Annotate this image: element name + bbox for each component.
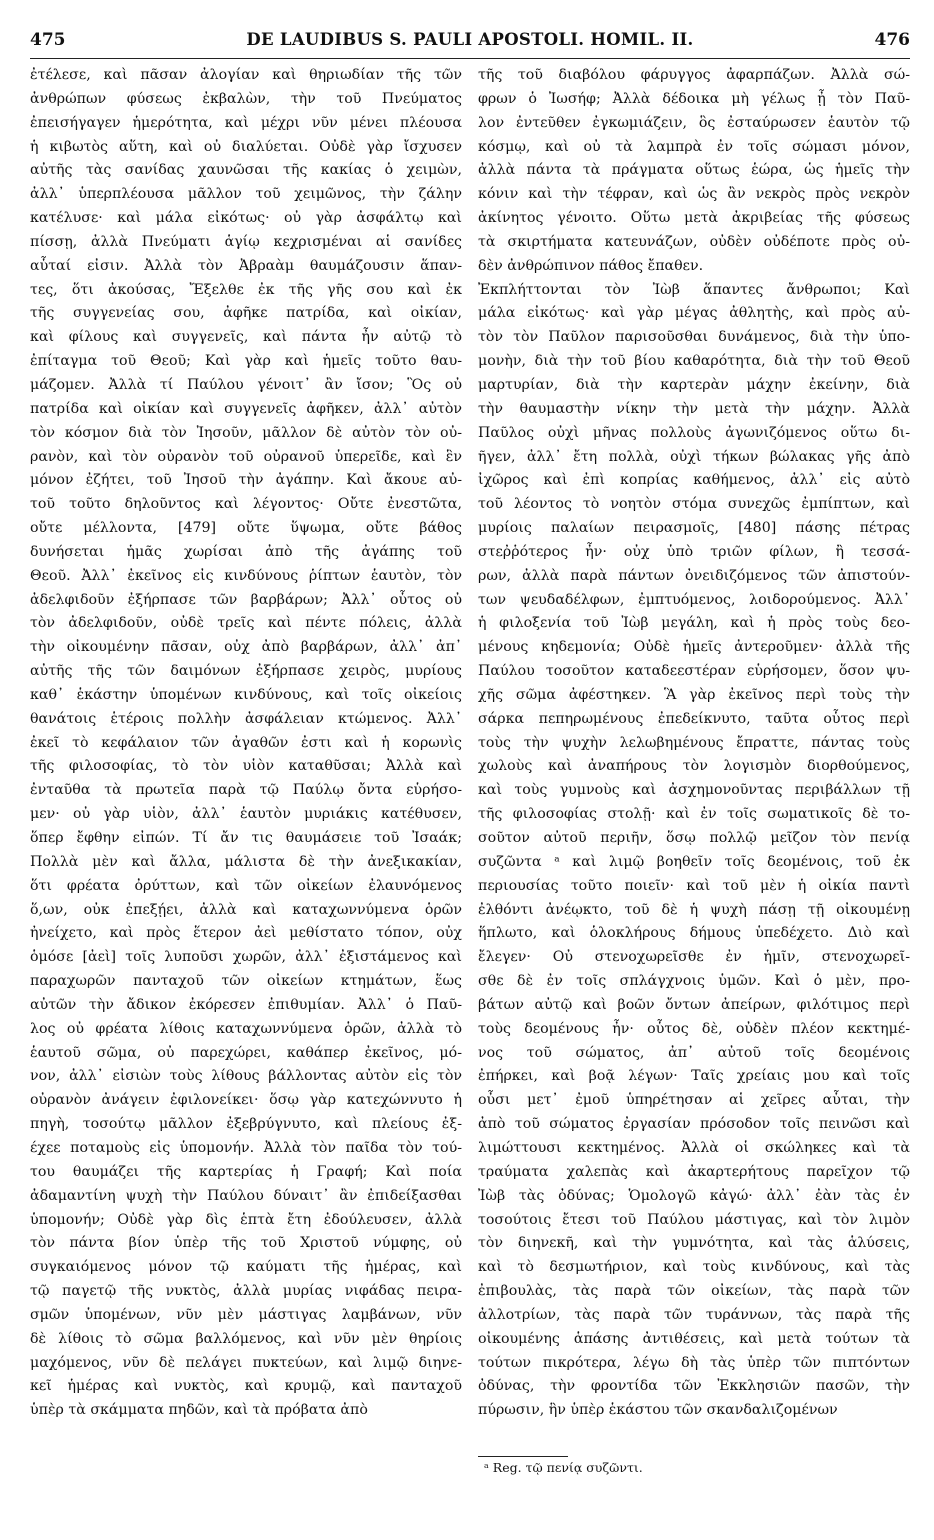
text-line: ἀλλοτρίων, τὰς παρὰ τῶν τυράννων, τὰς παρὰ τῆς [478,1306,910,1323]
text-line: μαρτυρίαν, διὰ τὴν καρτερὰν μάχην ἐκείνην, διὰ [478,376,910,393]
header-rule [30,58,910,59]
text-line: Παύλου τοσοῦτον καταδεεστέραν εὑρήσομεν, ὅσον ψυ- [478,663,910,680]
text-line: ἀδαμαντίνη ψυχὴ τὴν Παύλου δύναιτ᾽ ἂν ἐπιδείξασθαι [30,1187,462,1204]
text-line: σθε δὲ ἐν τοῖς σπλάγχνοις ὑμῶν. Καὶ ὁ μὲν, προ- [478,973,910,990]
text-line: τὸν ἀδελφιδοῦν, οὐδὲ τρεῖς καὶ πέντε πόλεις, ἀλλὰ [30,615,462,632]
text-line: μένους κηδεμονία; Οὐδὲ ἡμεῖς ἀντεροῦμεν· ἀλλὰ τῆς [478,639,910,656]
text-line: ρανὸν, καὶ τὸν οὐρανὸν τοῦ οὐρανοῦ ὑπερεῖδε, καὶ ἓν [30,448,462,465]
text-line: Πολλὰ μὲν καὶ ἄλλα, μάλιστα δὲ τὴν ἀνεξικακίαν, [30,853,462,870]
text-line: ἐνταῦθα τὰ πρωτεῖα παρὰ τῷ Παύλῳ ὄντα εὑρήσο- [30,782,462,799]
text-line: μάλα εἰκότως· καὶ γὰρ μέγας ἀθλητὴς, καὶ πρὸς αὐ- [478,305,910,322]
text-line: καθ᾽ ἑκάστην ὑπομένων κινδύνους, καὶ τοῖς οἰκείοις [30,686,462,703]
text-line: νος τοῦ σώματος, ἀπ᾽ αὐτοῦ τοῖς δεομένοις [478,1044,910,1061]
text-line: σοῦτον αὐτοῦ περιῆν, ὅσῳ πολλῷ μεῖζον τὸν πενίᾳ [478,830,910,846]
text-line: του θαυμάζει τῆς καρτερίας ἡ Γραφή; Καὶ ποία [30,1163,462,1180]
text-line: Ἐκπλήττονται τὸν Ἰὼβ ἅπαντες ἄνθρωποι; Καὶ [478,281,910,298]
text-line: παραχωρῶν πανταχοῦ τῶν οἰκείων κτημάτων, ἕως [30,973,462,990]
text-line: τῷ παγετῷ τῆς νυκτὸς, ἀλλὰ μυρίας νιφάδας πειρα- [30,1283,462,1300]
text-line: οὐρανὸν ἀνάγειν ἐφιλονείκει· ὅσῳ γὰρ κατεχώννυτο ἡ [30,1092,462,1109]
text-line: κεῖ ἡμέρας καὶ νυκτὸς, καὶ κρυμῷ, καὶ πανταχοῦ [30,1378,462,1395]
text-line: καὶ φίλους καὶ συγγενεῖς, καὶ πάντα ἦν αὐτῷ τὸ [30,329,462,346]
text-line: ὑπὲρ τὰ σκάμματα πηδῶν, καὶ τὰ πρόβατα ἀπὸ [30,1402,368,1419]
text-line: περιουσίας τοῦτο ποιεῖν· καὶ τοῦ μὲν ἡ οἰκία παντὶ [478,877,910,894]
page-number-left: 475 [30,30,66,50]
text-line: λος οὐ φρέατα λίθοις καταχωννύμενα ὁρῶν, ἀλλὰ τὸ [30,1020,462,1037]
text-line: έχεε ποταμοὺς εἰς ὑπομονήν. Ἀλλὰ τὸν παῖδα τὸν τού- [30,1139,462,1156]
text-line: μεν· οὐ γὰρ υἱὸν, ἀλλ᾽ ἑαυτὸν μυριάκις κατέθυσεν, [30,806,462,823]
text-line: τῆς φιλοσοφίας, τὸ τὸν υἱὸν καταθῦσαι; Ἀλλὰ καὶ [30,758,462,775]
text-line: ἐτέλεσε, καὶ πᾶσαν ἀλογίαν καὶ θηριωδίαν τῆς τῶν [30,67,462,83]
text-line: οὖσι μετ᾽ ἐμοῦ ὑπηρέτησαν αἱ χεῖρες αὗται, τὴν [478,1092,910,1109]
text-line: θανάτοις ἑτέροις πολλὴν ἀσφάλειαν κτώμενος. Ἀλλ᾽ [30,710,462,727]
text-line: τὸν πάντα βίον ὑπὲρ τῆς τοῦ Χριστοῦ νύμφης, οὐ [30,1235,462,1252]
text-line: λιμώττουσι κεκτημένος. Ἀλλὰ οἱ σκώληκες καὶ τὰ [478,1139,910,1156]
text-line: τες, ὅτι ἀκούσας, Ἔξελθε ἐκ τῆς γῆς σου καὶ ἐκ [30,281,462,298]
text-line: τὴν θαυμαστὴν νίκην τὴν μετὰ τὴν μάχην. Ἀλλὰ [478,400,910,417]
text-line: πίσσῃ, ἀλλὰ Πνεύματι ἁγίῳ κεχρισμέναι αἱ σανίδες [30,233,462,250]
text-line: ἀδελφιδοῦν ἐξήρπασε τῶν βαρβάρων; Ἀλλ᾽ οὗτος οὐ [30,591,462,608]
text-line: ἰχῶρος καὶ ἐπὶ κοπρίας καθήμενος, ἀλλ᾽ εἰς αὐτὸ [478,472,910,489]
text-line: στεῤῥότερος ἦν· οὐχ ὑπὸ τριῶν φίλων, ἢ τεσσά- [478,543,910,560]
text-line: αὐτῆς τῆς τῶν δαιμόνων ἐξήρπασε χειρὸς, μυρίους [30,663,462,680]
footnote: ᵃ Reg. τῷ πενίᾳ συζῶντι. [484,1460,643,1475]
text-line: πύρωσιν, ἣν ὑπὲρ ἑκάστου τῶν σκανδαλιζομένων [478,1402,838,1419]
text-line: φρων ὁ Ἰωσήφ; Ἀλλὰ δέδοικα μὴ γέλως ᾖ τὸν Παῦ- [478,90,910,107]
text-line: τῆς φιλοσοφίας στολῇ· καὶ ἐν τοῖς σωματικοῖς δὲ το- [478,806,910,823]
text-line: πηγὴ, τοσούτῳ μᾶλλον ἐξεβρύγνυτο, καὶ πλείους ἐξ- [30,1116,462,1133]
text-line: ἐκεῖ τὸ κεφάλαιον τῶν ἀγαθῶν ἐστι καὶ ἡ κορωνὶς [30,734,462,751]
text-line: ἐπίταγμα τοῦ Θεοῦ; Καὶ γὰρ καὶ ἡμεῖς τοῦτο θαυ- [30,353,462,370]
text-line: τοὺς δεομένους ἦν· οὗτος δὲ, οὐδὲν πλέον κεκτημέ- [478,1020,910,1037]
text-line: τραύματα χαλεπὰς καὶ ἀκαρτερήτους παρεῖχον τῷ [478,1163,910,1180]
text-line: τὸν κόσμον διὰ τὸν Ἰησοῦν, μᾶλλον δὲ αὐτὸν τὸν οὐ- [30,424,462,441]
footnote-divider [478,1456,568,1457]
text-line: δὲ λίθοις τὸ σῶμα βαλλόμενος, καὶ νῦν μὲν θηρίοις [30,1330,462,1347]
text-line: ἀνθρώπων φύσεως ἐκβαλὼν, τὴν τοῦ Πνεύματος [30,90,462,107]
text-line: ἀλλὰ πάντα τὰ πράγματα οὕτως ἑώρα, ὡς ἡμεῖς τὴν [478,162,910,179]
text-line: χωλοὺς καὶ ἀναπήρους τὸν λογισμὸν διορθούμενος, [478,758,910,775]
text-line: τούτων πικρότερα, λέγω δὴ τὰς ὑπὲρ τῶν πιπτόντων [478,1354,910,1371]
page-number-right: 476 [874,30,910,50]
text-line: Ἰὼβ τὰς ὀδύνας; Ὁμολογῶ κἀγώ· ἀλλ᾽ ἐὰν τὰς ἐν [478,1187,910,1204]
text-line: τὴν οἰκουμένην πᾶσαν, οὐχ ἀπὸ βαρβάρων, ἀλλ᾽ ἀπ᾽ [30,639,462,656]
text-line: τὰ σκιρτήματα κατευνάζων, οὐδὲν οὐδέποτε πρὸς οὐ- [478,233,910,250]
text-line: ἑαυτοῦ σῶμα, οὐ παρεχώρει, καθάπερ ἐκεῖνος, μό- [30,1044,462,1061]
text-line: τοὺς τὴν ψυχὴν λελωβημένους ἔπραττε, πάντας τοὺς [478,734,910,751]
text-line: συγκαιόμενος μόνον τῷ καύματι τῆς ἡμέρας, καὶ [30,1259,462,1276]
text-line: μόνον ἐζήτει, τοῦ Ἰησοῦ τὴν ἀγάπην. Καὶ ἄκουε αὐ- [30,472,462,489]
text-line: τῆς συγγενείας σου, ἀφῆκε πατρίδα, καὶ οἰκίαν, [30,305,462,322]
text-line: οἰκουμένης ἁπάσης ἀντιθέσεις, καὶ μετὰ τούτων τὰ [478,1330,910,1347]
text-line: κόσμῳ, καὶ οὐ τὰ λαμπρὰ ἐν τοῖς σώμασι μόνον, [478,138,910,155]
text-line: ὅ,ων, οὐκ ἐπεξῄει, ἀλλὰ καὶ καταχωννύμενα ὁρῶν [30,901,462,918]
text-line: ὀδύνας, τὴν φροντίδα τῶν Ἐκκλησιῶν πασῶν, τὴν [478,1378,910,1395]
text-line: μονὴν, διὰ τὴν τοῦ βίου καθαρότητα, διὰ τὴν τοῦ Θεοῦ [478,353,910,370]
text-line: λον ἐντεῦθεν ἐγκωμιάζειν, ὃς ἐσταύρωσεν ἑαυτὸν τῷ [478,114,910,131]
text-line: οὔτε μέλλοντα, [479] οὔτε ὕψωμα, οὔτε βάθος [30,520,462,537]
text-line: ὅτι φρέατα ὀρύττων, καὶ τῶν οἰκείων ἐλαυνόμενος [30,877,462,894]
text-line: μυρίοις παλαίων πειρασμοῖς, [480] πάσης πέτρας [478,520,910,537]
text-line: χῆς σῶμα ἀφέστηκεν. Ἃ γὰρ ἐκεῖνος περὶ τοὺς τὴν [478,686,910,703]
text-line: σάρκα πεπηρωμένους ἐπεδείκνυτο, ταῦτα οὗτος περὶ [478,710,910,727]
text-line: ἡ φιλοξενία τοῦ Ἰὼβ μεγάλη, καὶ ἡ πρὸς τοὺς δεο- [478,615,910,632]
text-line: τῆς τοῦ διαβόλου φάρυγγος ἀφαρπάζων. Ἀλλὰ σώ- [478,67,910,83]
text-line: ἐπήρκει, καὶ βοᾷ λέγων· Ταῖς χρείαις μου καὶ τοῖς [478,1068,910,1085]
text-line: Θεοῦ. Ἀλλ᾽ ἐκεῖνος εἰς κινδύνους ῥίπτων ἑαυτὸν, τὸν [30,567,462,584]
text-line: κατέλυσε· καὶ μάλα εἰκότως· οὐ γὰρ ἀσφάλτῳ καὶ [30,210,462,227]
text-line: ἀπὸ τοῦ σώματος ἐργασίαν πρόσοδον τοῖς πεινῶσι καὶ [478,1116,910,1133]
text-line: τὸν τὸν Παῦλον παρισοῦσθαι δυνάμενος, διὰ τὴν ὑπο- [478,329,910,346]
text-line: πατρίδα καὶ οἰκίαν καὶ συγγενεῖς ἀφῆκεν, ἀλλ᾽ αὐτὸν [30,400,462,417]
text-line: ὑπομονήν; Οὐδὲ γὰρ δὶς ἑπτὰ ἔτη ἐδούλευσεν, ἀλλὰ [30,1211,462,1228]
text-line: των ψευδαδέλφων, ἐμπτυόμενος, λοιδορούμενος. Ἀλλ᾽ [478,591,910,608]
text-line: ἐπεισήγαγεν ἡμερότητα, καὶ μέχρι νῦν μένει πλέουσα [30,114,462,131]
text-line: μάζομεν. Ἀλλὰ τί Παύλου γένοιτ᾽ ἂν ἴσον; Ὃς οὐ [30,376,462,393]
text-line: αὐτῆς τὰς σανίδας χαυνῶσαι τῆς κακίας ὁ χειμὼν, [30,162,462,179]
text-line: ὅπερ ἔφθην εἰπών. Τί ἄν τις θαυμάσειε τοῦ Ἰσαάκ; [30,830,462,846]
text-line: ἐπιβουλὰς, τὰς παρὰ τῶν οἰκείων, τὰς παρὰ τῶν [478,1283,910,1300]
text-line: καὶ τὸ δεσμωτήριον, καὶ τοὺς κινδύνους, καὶ τὰς [478,1259,910,1276]
text-line: ἐλθόντι ἀνέῳκτο, τοῦ δὲ ἡ ψυχὴ πάσῃ τῇ οἰκουμένῃ [478,901,910,918]
text-line: κόνιν καὶ τὴν τέφραν, καὶ ὡς ἂν νεκρὸς πρὸς νεκρὸν [478,186,910,203]
text-line: τοσούτοις ἔτεσι τοῦ Παύλου μάστιγας, καὶ τὸν λιμὸν [478,1211,910,1228]
text-line: ἀκίνητος γένοιτο. Οὕτω μετὰ ἀκριβείας τῆς φύσεως [478,210,910,227]
text-line: ἠνείχετο, καὶ πρὸς ἕτερον ἀεὶ μεθίστατο τόπον, οὐχ [30,925,462,942]
text-line: μαχόμενος, νῦν δὲ πελάγει πυκτεύων, καὶ λιμῷ διηνε- [30,1354,462,1371]
text-line: αὗταί εἰσιν. Ἀλλὰ τὸν Ἀβραὰμ θαυμάζουσιν ἅπαν- [30,257,462,274]
text-line: τοῦ τοῦτο δηλοῦντος καὶ λέγοντος· Οὔτε ἐνεστῶτα, [30,496,462,513]
text-line: συζῶντα ᵃ καὶ λιμῷ βοηθεῖν τοῖς δεομένοις, τοῦ ἐκ [478,853,910,870]
text-line: Παῦλος οὐχὶ μῆνας πολλοὺς ἀγωνιζόμενος οὕτω δι- [478,424,910,441]
running-title: DE LAUDIBUS S. PAULI APOSTOLI. HOMIL. II. [246,30,694,49]
right-text-column [478,64,910,1464]
text-line: νον, ἀλλ᾽ εἰσιὼν τοὺς λίθους βάλλοντας αὐτὸν εἰς τὸν [30,1068,462,1085]
text-line: ἡ κιβωτὸς αὕτη, καὶ οὐ διαλύεται. Οὐδὲ γὰρ ἴσχυσεν [30,138,462,155]
text-line: δυνήσεται ἡμᾶς χωρίσαι ἀπὸ τῆς ἀγάπης τοῦ [30,543,462,560]
text-line: ὁμόσε [ἀεὶ] τοῖς λυποῦσι χωρῶν, ἀλλ᾽ ἐξιστάμενος καὶ [30,949,462,966]
text-line: καὶ τοὺς γυμνοὺς καὶ ἀσχημονοῦντας περιβάλλων τῇ [478,782,910,799]
left-text-column [30,64,462,1504]
text-line: ἔλεγεν· Οὐ στενοχωρεῖσθε ἐν ἡμῖν, στενοχωρεῖ- [478,949,910,966]
text-line: ρων, ἀλλὰ παρὰ πάντων ὀνειδιζόμενος τῶν ἀπιστούν- [478,567,910,584]
text-line: δὲν ἀνθρώπινον πάθος ἔπαθεν. [478,257,704,274]
text-line: τὸν διηνεκῆ, καὶ τὴν γυμνότητα, καὶ τὰς ἁλύσεις, [478,1235,910,1252]
text-line: ἀλλ᾽ ὑπερπλέουσα μᾶλλον τοῦ χειμῶνος, τὴν ζάλην [30,186,462,203]
text-line: βάτων αὐτῷ καὶ βοῶν ὄντων ἀπείρων, φιλότιμος περὶ [478,996,910,1013]
text-line: ἥπλωτο, καὶ ὁλοκλήρους δήμους ὑπεδέχετο. Διὸ καὶ [478,925,910,942]
text-line: ῆγεν, ἀλλ᾽ ἔτη πολλὰ, οὐχὶ τήκων βώλακας γῆς ἀπὸ [478,448,910,465]
text-line: αὐτῶν τὴν ἄδικον ἐκόρεσεν ἐπιθυμίαν. Ἀλλ᾽ ὁ Παῦ- [30,996,462,1013]
text-line: σμῶν ὑπομένων, νῦν μὲν μάστιγας λαμβάνων, νῦν [30,1306,462,1323]
text-line: τοῦ λέοντος τὸ νοητὸν στόμα συνεχῶς ἐμπίπτων, καὶ [478,496,910,513]
